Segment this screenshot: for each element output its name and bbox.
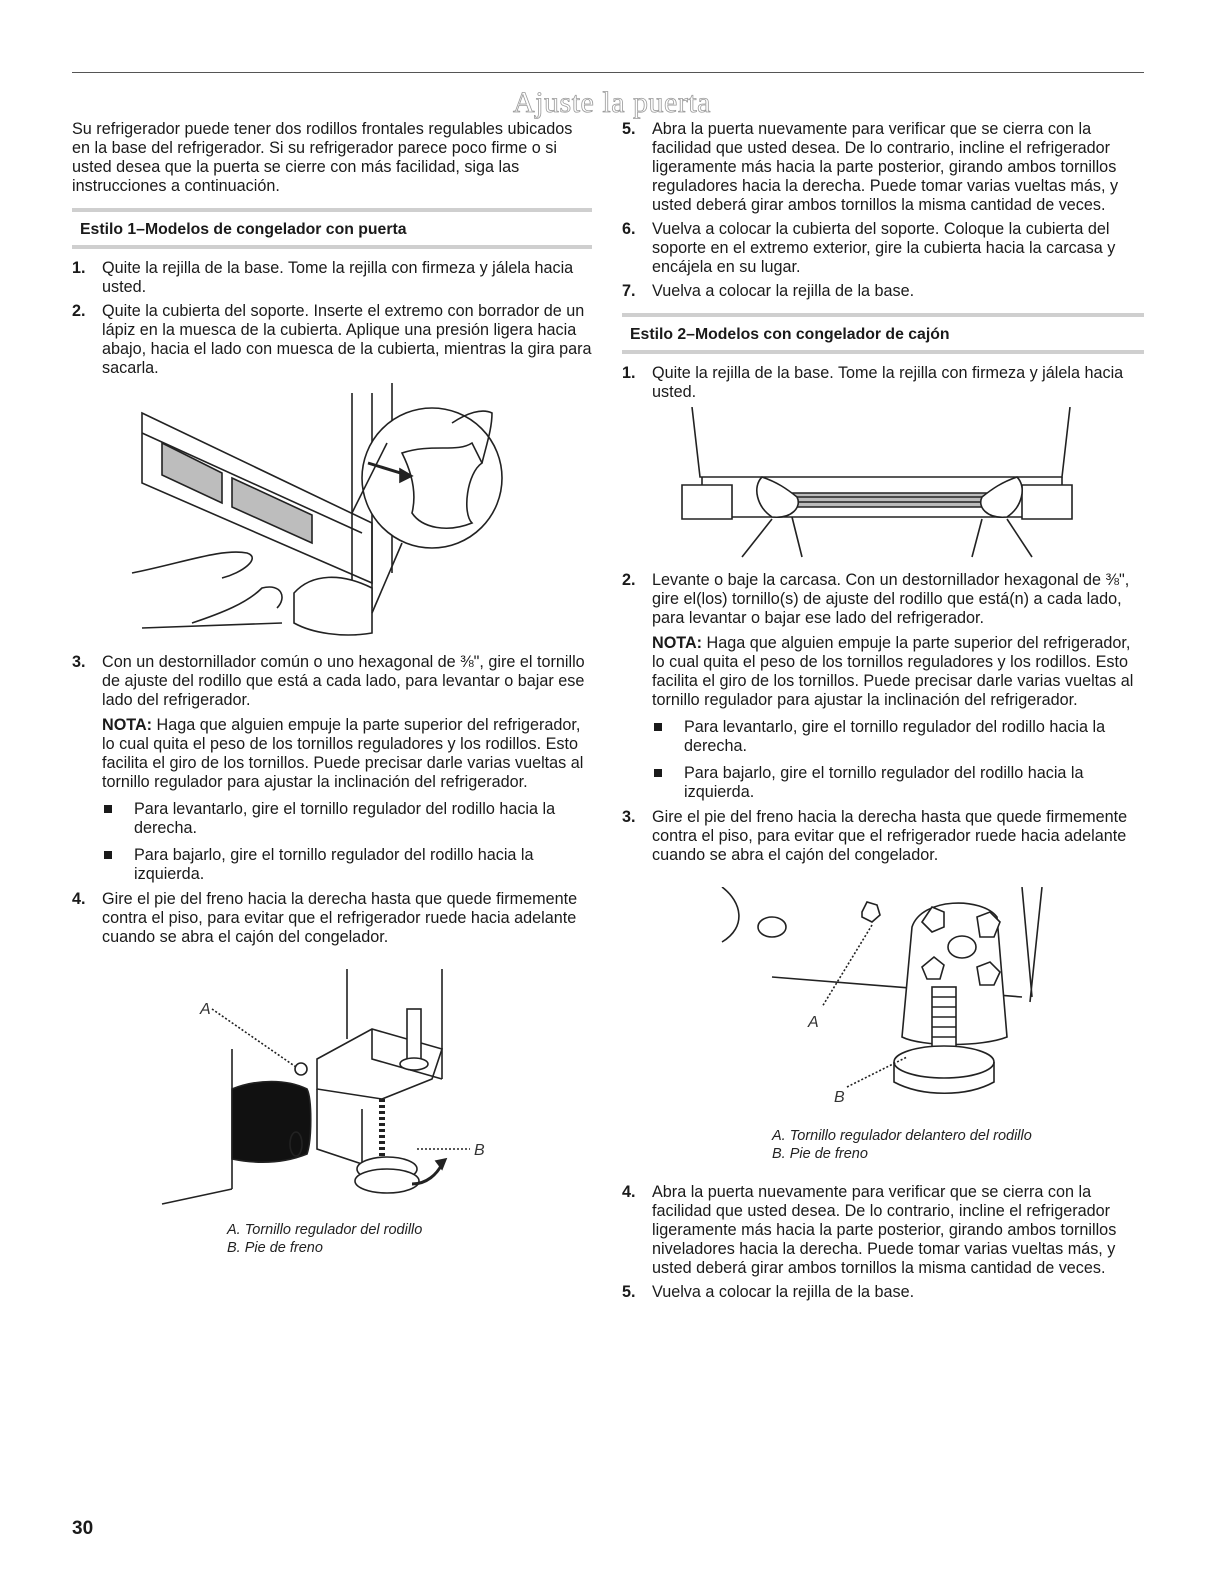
step-number: 4. xyxy=(622,1183,636,1201)
step-number: 2. xyxy=(622,571,636,589)
figure-label-a: A xyxy=(200,1001,211,1018)
step-text: Vuelva a colocar la rejilla de la base. xyxy=(652,282,915,300)
figure-caption xyxy=(772,1127,1144,1163)
note-label: NOTA: xyxy=(102,716,153,734)
step-text: Quite la rejilla de la base. Tome la rejilla con firmeza y jálela hacia usted. xyxy=(102,259,574,296)
note-text: Haga que alguien empuje la parte superior del refrigerador, lo cual quita el peso de los tornillos reguladores y los rodillos. Esto facilita el giro de los tornillos. Puede precisar darle varias vueltas al tornillo regulador para ajustar la inclinación del refrigerador. xyxy=(652,634,1134,709)
bullet-square-icon xyxy=(654,769,662,777)
step-item xyxy=(72,890,592,947)
note-text: Haga que alguien empuje la parte superior del refrigerador, lo cual quita el peso de los tornillos reguladores y los rodillos. Esto facilita el giro de los tornillos. Puede precisar darle varias vueltas al tornillo regulador para ajustar la inclinación del refrigerador. xyxy=(102,716,584,791)
bullet-item xyxy=(652,718,1144,756)
figure-caption xyxy=(227,1221,592,1257)
note-paragraph xyxy=(652,634,1144,710)
brake-foot-illustration xyxy=(72,969,592,1219)
bullet-item xyxy=(102,800,592,838)
left-column xyxy=(72,120,592,1257)
grille-cover-drawing xyxy=(72,383,592,645)
step-text: Vuelva a colocar la rejilla de la base. xyxy=(652,1283,915,1301)
step-number: 3. xyxy=(622,808,636,826)
bullet-square-icon xyxy=(104,851,112,859)
step-item xyxy=(72,653,592,884)
step-item xyxy=(622,364,1144,402)
bullet-square-icon xyxy=(654,723,662,731)
step-item xyxy=(622,1183,1144,1278)
step-number: 3. xyxy=(72,653,86,671)
figure-label-b: B xyxy=(474,1142,485,1159)
step-item xyxy=(72,302,592,378)
step-text: Gire el pie del freno hacia la derecha hasta que quede firmemente contra el piso, para evitar que el refrigerador ruede hacia adelante cuando se abra el cajón del congelador. xyxy=(102,890,578,946)
top-rule xyxy=(72,72,1144,73)
step-number: 1. xyxy=(72,259,86,277)
step-item xyxy=(622,571,1144,802)
step-item xyxy=(622,808,1144,865)
bullet-item xyxy=(102,846,592,884)
figure-label-b: B xyxy=(834,1089,845,1106)
caption-line-b: B. Pie de freno xyxy=(227,1240,323,1256)
step-text: Quite la cubierta del soporte. Inserte el extremo con borrador de un lápiz en la muesca de la cubierta. Aplique una presión ligera hacia abajo, hacia el lado con muesca de la cubierta, mientras la gira para sacarla. xyxy=(102,302,592,377)
brake-foot-drawing xyxy=(72,969,592,1219)
bullet-square-icon xyxy=(104,805,112,813)
step-number: 2. xyxy=(72,302,86,320)
step-number: 4. xyxy=(72,890,86,908)
step-text: Quite la rejilla de la base. Tome la rejilla con firmeza y jálela hacia usted. xyxy=(652,364,1124,401)
intro-paragraph: Su refrigerador puede tener dos rodillos frontales regulables ubicados en la base del refrigerador. Si su refrigerador parece poco firme o si usted desea que la puerta se cierre con más facilidad, siga las instrucciones a continuación. xyxy=(72,120,573,195)
step-item xyxy=(622,1283,1144,1302)
front-roller-drawing xyxy=(622,887,1144,1119)
section-heading-style1: Estilo 1–Modelos de congelador con puerta xyxy=(72,208,592,249)
step-number: 1. xyxy=(622,364,636,382)
grille-cover-illustration xyxy=(72,383,592,645)
step-number: 6. xyxy=(622,220,636,238)
note-label: NOTA: xyxy=(652,634,703,652)
step-number: 5. xyxy=(622,1283,636,1301)
caption-line-b: B. Pie de freno xyxy=(772,1146,868,1162)
base-grille-drawing xyxy=(622,407,1144,567)
bullet-text: Para levantarlo, gire el tornillo regulador del rodillo hacia la derecha. xyxy=(134,800,556,837)
caption-line-a: A. Tornillo regulador del rodillo xyxy=(227,1222,423,1238)
bullet-text: Para bajarlo, gire el tornillo regulador del rodillo hacia la izquierda. xyxy=(684,764,1084,801)
caption-line-a: A. Tornillo regulador delantero del rodillo xyxy=(772,1128,1032,1144)
step-item xyxy=(72,259,592,297)
bullet-text: Para levantarlo, gire el tornillo regulador del rodillo hacia la derecha. xyxy=(684,718,1106,755)
bullet-item xyxy=(652,764,1144,802)
right-column xyxy=(622,120,1144,1307)
front-roller-illustration xyxy=(622,887,1144,1119)
step-text: Vuelva a colocar la cubierta del soporte. Coloque la cubierta del soporte en el extremo exterior, gire la cubierta hacia la carcasa y encájela en su lugar. xyxy=(652,220,1116,276)
figure-label-a: A xyxy=(808,1014,819,1031)
step-number: 5. xyxy=(622,120,636,138)
note-paragraph xyxy=(102,716,592,792)
step-text: Abra la puerta nuevamente para verificar que se cierra con la facilidad que usted desea. De lo contrario, incline el refrigerador ligeramente más hacia la parte posterior, girando ambos tornillos niveladores hacia la derecha. Puede tomar varias vueltas más, y usted deberá girar ambos tornillos la misma cantidad de veces. xyxy=(652,1183,1117,1277)
step-number: 7. xyxy=(622,282,636,300)
step-text: Levante o baje la carcasa. Con un destornillador hexagonal de ⅜", gire el(los) tornillo(s) de ajuste del rodillo que está(n) a cada lado, para levantar o bajar ese lado del refrigerador. xyxy=(652,571,1130,627)
step-text: Gire el pie del freno hacia la derecha hasta que quede firmemente contra el piso, para evitar que el refrigerador ruede hacia adelante cuando se abra el cajón del congelador. xyxy=(652,808,1128,864)
step-item xyxy=(622,120,1144,215)
bullet-text: Para bajarlo, gire el tornillo regulador del rodillo hacia la izquierda. xyxy=(134,846,534,883)
base-grille-illustration xyxy=(622,407,1144,567)
step-item xyxy=(622,220,1144,277)
step-item xyxy=(622,282,1144,301)
section-heading-style2: Estilo 2–Modelos con congelador de cajón xyxy=(622,313,1144,354)
page-number: 30 xyxy=(72,1518,94,1539)
step-text: Con un destornillador común o uno hexagonal de ⅜", gire el tornillo de ajuste del rodillo que está a cada lado, para levantar o bajar ese lado del refrigerador. xyxy=(102,653,585,709)
step-text: Abra la puerta nuevamente para verificar que se cierra con la facilidad que usted desea. De lo contrario, incline el refrigerador ligeramente más hacia la parte posterior, girando ambos tornillos reguladores hacia la derecha. Puede tomar varias vueltas más, y usted deberá girar ambos tornillos la misma cantidad de veces. xyxy=(652,120,1119,214)
page-title: Ajuste la puerta xyxy=(513,86,711,119)
